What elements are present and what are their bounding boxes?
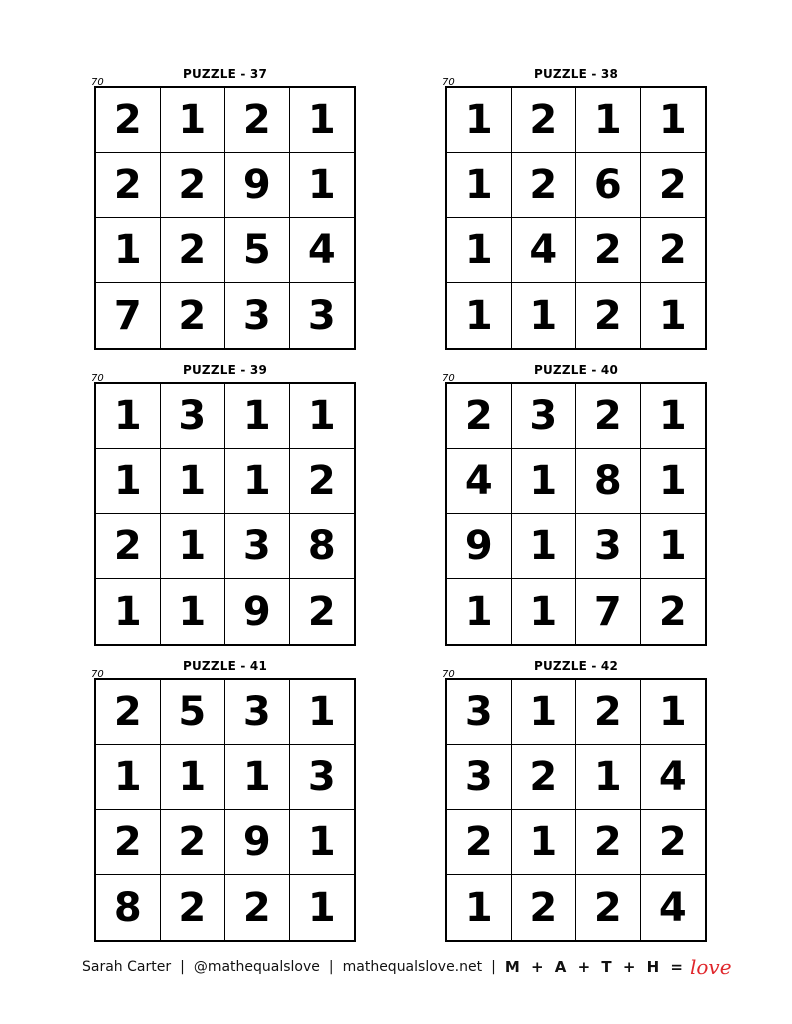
footer-math-equation: M + A + T + H = — [504, 958, 686, 976]
puzzle-target-number: 70 — [91, 669, 104, 680]
grid-cell: 5 — [225, 218, 290, 283]
puzzle-39 — [91, 363, 356, 646]
puzzle-title: PUZZLE - 41 — [182, 659, 268, 673]
grid-cell: 1 — [512, 449, 577, 514]
grid-cell: 1 — [161, 514, 226, 579]
footer-website: mathequalslove.net — [342, 959, 483, 975]
grid-cell: 2 — [161, 810, 226, 875]
grid-cell: 2 — [161, 153, 226, 218]
grid-cell: 1 — [96, 745, 161, 810]
footer-love-logo: love — [689, 955, 732, 979]
grid-cell: 3 — [307, 292, 336, 339]
footer-author: Sarah Carter — [82, 959, 172, 975]
grid-cell: 1 — [576, 745, 641, 810]
puzzle-grid — [94, 678, 356, 942]
grid-cell: 4 — [641, 745, 706, 810]
grid-cell: 7 — [576, 579, 641, 644]
grid-cell: 9 — [225, 810, 290, 875]
footer — [82, 952, 732, 982]
puzzle-grid — [94, 86, 356, 350]
puzzle-target-number: 70 — [442, 77, 455, 88]
grid-cell: 3 — [512, 384, 577, 449]
grid-cell: 1 — [512, 283, 577, 348]
grid-cell: 2 — [576, 875, 641, 940]
grid-cell: 2 — [447, 810, 512, 875]
grid-cell: 2 — [225, 875, 290, 940]
grid-cell: 3 — [290, 745, 355, 810]
grid-cell: 2 — [576, 810, 641, 875]
grid-cell: 9 — [447, 514, 512, 579]
grid-cell: 1 — [96, 218, 161, 283]
grid-cell: 2 — [225, 88, 290, 153]
puzzle-37 — [91, 67, 356, 350]
grid-cell: 1 — [447, 153, 512, 218]
grid-cell: 1 — [447, 283, 512, 348]
grid-cell: 1 — [641, 88, 706, 153]
puzzle-42 — [442, 659, 707, 942]
grid-cell: 2 — [161, 218, 226, 283]
grid-cell: 1 — [290, 810, 355, 875]
grid-cell: 9 — [225, 153, 290, 218]
puzzle-title: PUZZLE - 37 — [182, 67, 268, 81]
grid-cell: 1 — [576, 88, 641, 153]
grid-cell: 8 — [576, 449, 641, 514]
grid-cell: 1 — [307, 884, 336, 931]
footer-handle: @mathequalslove — [193, 959, 320, 975]
grid-cell: 2 — [576, 283, 641, 348]
puzzle-title: PUZZLE - 42 — [533, 659, 619, 673]
grid-cell: 1 — [641, 680, 706, 745]
grid-cell: 2 — [96, 810, 161, 875]
grid-cell: 1 — [96, 384, 161, 449]
grid-cell: 6 — [576, 153, 641, 218]
grid-cell: 2 — [307, 588, 336, 635]
puzzle-target-number: 70 — [91, 373, 104, 384]
grid-cell: 2 — [576, 680, 641, 745]
grid-cell: 2 — [96, 88, 161, 153]
grid-cell: 1 — [225, 449, 290, 514]
grid-cell: 1 — [512, 810, 577, 875]
grid-cell: 1 — [512, 514, 577, 579]
grid-cell: 4 — [658, 884, 687, 931]
grid-cell: 1 — [161, 745, 226, 810]
grid-cell: 1 — [161, 88, 226, 153]
grid-cell: 3 — [225, 283, 290, 348]
grid-cell: 1 — [512, 680, 577, 745]
grid-cell: 2 — [658, 588, 687, 635]
footer-separator: | — [328, 959, 334, 975]
grid-cell: 2 — [447, 384, 512, 449]
grid-cell: 1 — [641, 449, 706, 514]
grid-cell: 2 — [512, 153, 577, 218]
grid-cell: 3 — [447, 680, 512, 745]
grid-cell: 3 — [225, 680, 290, 745]
puzzle-41 — [91, 659, 356, 942]
grid-cell: 3 — [576, 514, 641, 579]
grid-cell: 1 — [290, 88, 355, 153]
puzzle-target-number: 70 — [91, 77, 104, 88]
grid-cell: 2 — [576, 218, 641, 283]
grid-cell: 1 — [225, 745, 290, 810]
grid-cell: 3 — [225, 514, 290, 579]
grid-cell: 8 — [96, 875, 161, 940]
grid-cell: 2 — [161, 283, 226, 348]
grid-cell: 7 — [96, 283, 161, 348]
footer-separator: | — [491, 959, 496, 975]
grid-cell: 1 — [161, 579, 226, 644]
footer-separator: | — [180, 959, 185, 975]
puzzle-grid — [445, 678, 707, 942]
grid-cell: 2 — [96, 514, 161, 579]
grid-cell: 4 — [290, 218, 355, 283]
puzzle-title: PUZZLE - 40 — [533, 363, 619, 377]
puzzle-title: PUZZLE - 39 — [182, 363, 268, 377]
grid-cell: 1 — [447, 88, 512, 153]
puzzle-40 — [442, 363, 707, 646]
grid-cell: 5 — [161, 680, 226, 745]
grid-cell: 1 — [290, 384, 355, 449]
grid-cell: 2 — [96, 680, 161, 745]
grid-cell: 1 — [225, 384, 290, 449]
grid-cell: 2 — [512, 88, 577, 153]
puzzle-grid — [445, 86, 707, 350]
puzzle-grid — [94, 382, 356, 646]
puzzle-title: PUZZLE - 38 — [533, 67, 619, 81]
grid-cell: 2 — [576, 384, 641, 449]
grid-cell: 1 — [512, 579, 577, 644]
grid-cell: 1 — [161, 449, 226, 514]
grid-cell: 1 — [641, 384, 706, 449]
grid-cell: 1 — [290, 153, 355, 218]
grid-cell: 2 — [512, 875, 577, 940]
grid-cell: 3 — [161, 384, 226, 449]
puzzle-38 — [442, 67, 707, 350]
grid-cell: 1 — [447, 218, 512, 283]
grid-cell: 4 — [447, 449, 512, 514]
grid-cell: 2 — [96, 153, 161, 218]
grid-cell: 1 — [96, 449, 161, 514]
grid-cell: 1 — [96, 579, 161, 644]
grid-cell: 1 — [658, 292, 687, 339]
grid-cell: 2 — [641, 810, 706, 875]
grid-cell: 1 — [447, 579, 512, 644]
grid-cell: 9 — [225, 579, 290, 644]
grid-cell: 1 — [290, 680, 355, 745]
puzzle-grid — [445, 382, 707, 646]
grid-cell: 4 — [512, 218, 577, 283]
puzzle-target-number: 70 — [442, 669, 455, 680]
grid-cell: 2 — [512, 745, 577, 810]
grid-cell: 2 — [161, 875, 226, 940]
grid-cell: 1 — [641, 514, 706, 579]
grid-cell: 3 — [447, 745, 512, 810]
grid-cell: 8 — [290, 514, 355, 579]
grid-cell: 2 — [641, 218, 706, 283]
puzzle-target-number: 70 — [442, 373, 455, 384]
grid-cell: 1 — [447, 875, 512, 940]
grid-cell: 2 — [641, 153, 706, 218]
grid-cell: 2 — [290, 449, 355, 514]
